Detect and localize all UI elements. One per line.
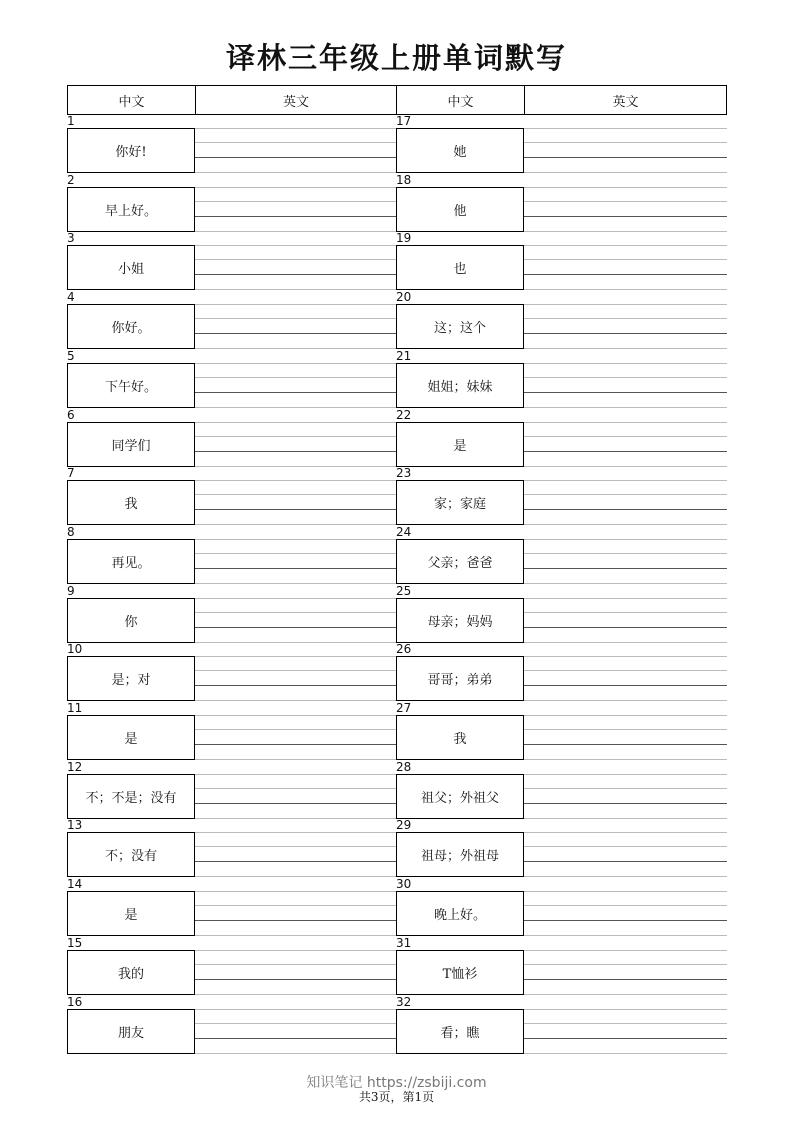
item-number: 8 [67,524,75,539]
item-number: 17 [396,114,412,128]
word-row [396,583,727,644]
writing-line [524,553,727,554]
writing-line [524,788,727,789]
item-number: 1 [67,114,75,128]
writing-line [195,803,397,804]
writing-line [524,891,727,892]
writing-line [195,1023,397,1024]
word-row [396,116,727,174]
writing-line [524,744,727,745]
writing-line [195,935,397,936]
chinese-word: 小姐 [67,245,195,290]
writing-line [195,494,397,495]
writing-line [195,950,397,951]
item-number: 5 [67,348,75,363]
english-writing-lines[interactable] [195,715,397,760]
english-writing-lines[interactable] [195,304,397,349]
writing-line [195,128,397,129]
header-chinese: 中文 [68,86,196,114]
writing-line [524,245,727,246]
item-number: 4 [67,290,75,305]
writing-line [195,142,397,143]
writing-line [524,920,727,921]
item-number: 16 [67,994,83,1009]
word-row [67,468,397,526]
writing-line [524,994,727,995]
writing-line [195,685,397,686]
english-writing-lines[interactable] [524,187,727,232]
writing-line [195,642,397,643]
writing-line [524,289,727,290]
word-row [67,820,397,878]
english-writing-lines[interactable] [195,832,397,877]
column-header-left [67,85,397,115]
writing-line [524,656,727,657]
word-row [396,703,727,761]
english-writing-lines[interactable] [195,950,397,995]
writing-line [524,964,727,965]
word-row [396,644,727,702]
writing-line [524,157,727,158]
writing-line [524,568,727,569]
writing-line [195,832,397,833]
writing-line [524,729,727,730]
word-row [67,233,397,291]
item-number: 7 [67,466,75,481]
english-writing-lines[interactable] [195,187,397,232]
writing-line [524,1053,727,1054]
writing-line [524,627,727,628]
english-writing-lines[interactable] [524,1009,727,1054]
writing-line [524,231,727,232]
word-row [67,348,397,409]
writing-line [524,979,727,980]
chinese-word: 母亲；妈妈 [396,598,524,643]
writing-line [524,583,727,584]
writing-line [195,759,397,760]
writing-line [524,1038,727,1039]
writing-line [524,700,727,701]
header-english: 英文 [612,94,639,110]
writing-line [524,318,727,319]
chinese-word: 父亲；爸爸 [396,539,524,584]
writing-line [195,876,397,877]
chinese-word: 他 [396,187,524,232]
writing-line [195,568,397,569]
english-writing-lines[interactable] [524,891,727,936]
english-writing-lines[interactable] [195,128,397,173]
writing-line [524,642,727,643]
writing-line [524,524,727,525]
writing-line [524,935,727,936]
writing-line [524,348,727,349]
writing-line [524,803,727,804]
english-writing-lines[interactable] [195,598,397,643]
english-writing-lines[interactable] [524,832,727,877]
chinese-word: T恤衫 [396,950,524,995]
page-title: 译林三年级上册单词默写 [225,41,567,75]
english-writing-lines[interactable] [524,304,727,349]
writing-line [524,509,727,510]
english-writing-lines[interactable] [195,1009,397,1054]
writing-line [195,259,397,260]
chinese-word: 同学们 [67,422,195,467]
writing-line [195,201,397,202]
item-number: 11 [67,701,83,715]
item-number: 9 [67,583,75,598]
writing-line [524,259,727,260]
writing-line [524,201,727,202]
word-row [396,468,727,526]
word-row [67,407,397,468]
item-number: 25 [396,583,412,598]
chinese-word: 是 [67,715,195,760]
word-row [396,994,727,1055]
word-row [67,703,397,761]
writing-line [195,318,397,319]
word-row [396,292,727,350]
writing-line [524,846,727,847]
chinese-word: 你好。 [67,304,195,349]
writing-line [195,274,397,275]
item-number: 27 [396,701,412,715]
writing-line [195,788,397,789]
writing-line [195,979,397,980]
writing-line [195,627,397,628]
item-number: 23 [396,466,412,481]
item-number: 29 [396,818,412,833]
chinese-word: 你 [67,598,195,643]
word-row [67,935,397,996]
writing-line [195,231,397,232]
writing-line [524,274,727,275]
chinese-word: 这；这个 [396,304,524,349]
writing-line [195,583,397,584]
writing-line [195,480,397,481]
header-chinese: 中文 [397,86,525,114]
word-row [396,820,727,878]
english-writing-lines[interactable] [524,363,727,408]
chinese-word: 再见。 [67,539,195,584]
writing-line [524,774,727,775]
english-writing-lines[interactable] [524,715,727,760]
chinese-word: 家；家庭 [396,480,524,525]
writing-line [195,818,397,819]
item-number: 24 [396,524,412,539]
writing-line [195,524,397,525]
writing-line [195,994,397,995]
writing-line [524,466,727,467]
chinese-word: 是；对 [67,656,195,701]
writing-line [524,1023,727,1024]
writing-line [524,876,727,877]
word-row [396,524,727,585]
writing-line [195,598,397,599]
english-writing-lines[interactable] [195,539,397,584]
word-row [67,879,397,937]
writing-line [524,759,727,760]
chinese-word: 朋友 [67,1009,195,1054]
writing-line [195,245,397,246]
writing-line [195,392,397,393]
writing-line [524,905,727,906]
writing-line [524,832,727,833]
item-number: 21 [396,348,412,363]
writing-line [524,950,727,951]
writing-line [524,685,727,686]
item-number: 26 [396,642,412,657]
writing-line [524,1009,727,1010]
writing-line [524,333,727,334]
item-number: 20 [396,290,412,305]
writing-line [195,612,397,613]
column-header-right [396,85,727,115]
writing-line [195,216,397,217]
chinese-word: 我的 [67,950,195,995]
writing-line [524,715,727,716]
chinese-word: 晚上好。 [396,891,524,936]
writing-line [195,774,397,775]
writing-line [524,451,727,452]
english-writing-lines[interactable] [195,480,397,525]
english-writing-lines[interactable] [195,363,397,408]
chinese-word: 我 [396,715,524,760]
word-row [67,524,397,585]
item-number: 18 [396,172,412,187]
writing-line [195,715,397,716]
writing-line [195,333,397,334]
writing-line [195,422,397,423]
writing-line [524,377,727,378]
english-writing-lines[interactable] [524,245,727,290]
writing-line [195,553,397,554]
item-number: 6 [67,407,75,422]
english-writing-lines[interactable] [195,891,397,936]
item-number: 32 [396,994,412,1009]
writing-line [524,407,727,408]
writing-line [195,407,397,408]
english-writing-lines[interactable] [524,656,727,701]
chinese-word: 哥哥；弟弟 [396,656,524,701]
word-row [67,172,397,233]
item-number: 12 [67,759,83,774]
item-number: 28 [396,759,412,774]
chinese-word: 下午好。 [67,363,195,408]
writing-line [195,891,397,892]
word-row [396,348,727,409]
writing-line [195,466,397,467]
item-number: 14 [67,877,83,892]
chinese-word: 不；不是；没有 [67,774,195,819]
english-writing-lines[interactable] [524,480,727,525]
writing-line [195,846,397,847]
writing-line [195,861,397,862]
chinese-word: 你好! [67,128,195,173]
english-writing-lines[interactable] [195,656,397,701]
chinese-word: 我 [67,480,195,525]
writing-line [195,157,397,158]
writing-line [195,451,397,452]
chinese-word: 姐姐；妹妹 [396,363,524,408]
writing-line [524,612,727,613]
writing-line [524,494,727,495]
writing-line [195,964,397,965]
chinese-word: 是 [67,891,195,936]
writing-line [195,1009,397,1010]
chinese-word: 不；没有 [67,832,195,877]
writing-line [524,861,727,862]
word-row [67,292,397,350]
english-writing-lines[interactable] [524,539,727,584]
word-row [67,583,397,644]
writing-line [195,289,397,290]
writing-line [524,818,727,819]
writing-line [524,436,727,437]
writing-line [195,700,397,701]
writing-line [524,128,727,129]
english-writing-lines[interactable] [524,950,727,995]
item-number: 10 [67,642,83,657]
item-number: 15 [67,935,83,950]
word-row [67,644,397,702]
chinese-word: 早上好。 [67,187,195,232]
writing-line [524,480,727,481]
writing-line [195,539,397,540]
writing-line [524,598,727,599]
writing-line [195,1038,397,1039]
writing-line [524,422,727,423]
page-number: 共3页，第1页 [358,1090,435,1104]
english-writing-lines[interactable] [524,774,727,819]
item-number: 3 [67,231,75,246]
writing-line [195,187,397,188]
writing-line [524,187,727,188]
word-row [396,935,727,996]
item-number: 19 [396,231,412,246]
footer-watermark: 知识笔记 https://zsbiji.com [306,1075,487,1091]
word-row [67,116,397,174]
chinese-word: 她 [396,128,524,173]
chinese-word: 祖父；外祖父 [396,774,524,819]
english-writing-lines[interactable] [195,774,397,819]
writing-line [524,172,727,173]
word-row [396,879,727,937]
writing-line [195,304,397,305]
item-number: 13 [67,818,83,833]
writing-line [195,920,397,921]
writing-line [195,729,397,730]
item-number: 31 [396,935,412,950]
chinese-word: 也 [396,245,524,290]
writing-line [195,656,397,657]
item-number: 22 [396,407,412,422]
writing-line [195,377,397,378]
english-writing-lines[interactable] [195,245,397,290]
word-row [67,759,397,820]
writing-line [195,436,397,437]
item-number: 30 [396,877,412,892]
writing-line [195,905,397,906]
writing-line [195,1053,397,1054]
writing-line [195,363,397,364]
writing-line [195,670,397,671]
word-row [396,233,727,291]
chinese-word: 看；瞧 [396,1009,524,1054]
writing-line [524,670,727,671]
writing-line [524,392,727,393]
english-writing-lines[interactable] [524,422,727,467]
english-writing-lines[interactable] [195,422,397,467]
header-english: 英文 [282,94,309,110]
word-row [396,407,727,468]
word-row [67,994,397,1055]
writing-line [195,172,397,173]
writing-line [195,744,397,745]
writing-line [524,363,727,364]
chinese-word: 是 [396,422,524,467]
writing-line [195,348,397,349]
writing-line [524,539,727,540]
writing-line [524,216,727,217]
chinese-word: 祖母；外祖母 [396,832,524,877]
english-writing-lines[interactable] [524,598,727,643]
english-writing-lines[interactable] [524,128,727,173]
writing-line [524,142,727,143]
word-row [396,759,727,820]
writing-line [524,304,727,305]
word-row [396,172,727,233]
item-number: 2 [67,172,75,187]
writing-line [195,509,397,510]
